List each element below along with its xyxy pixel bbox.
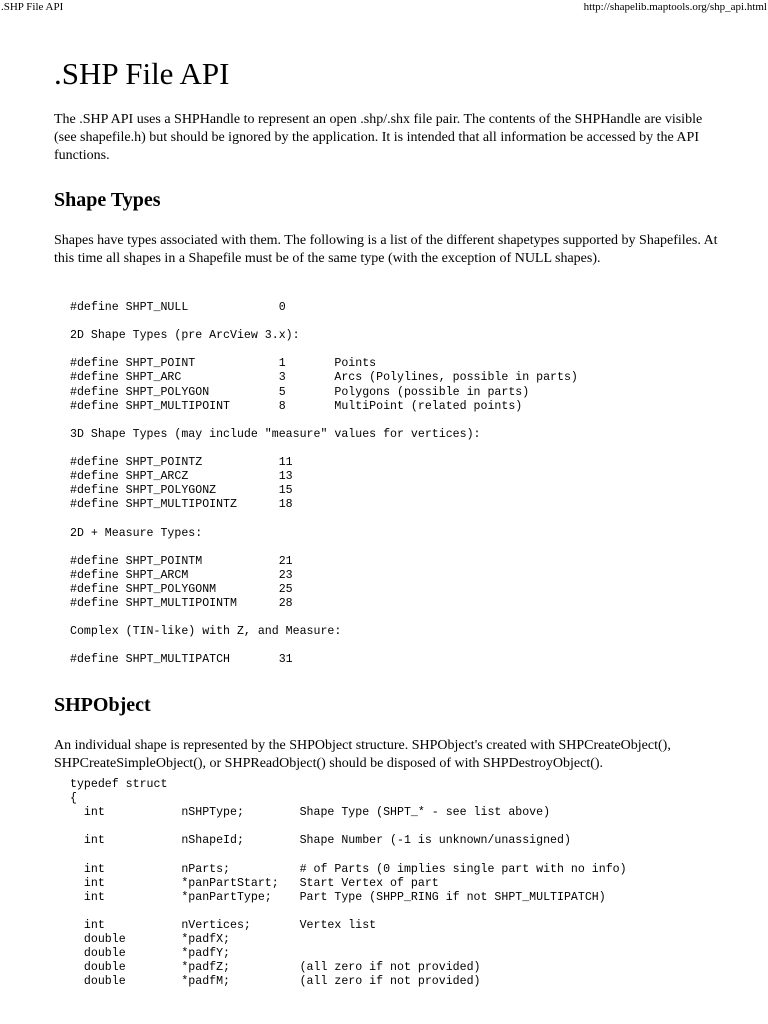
print-header-title: .SHP File API: [1, 1, 64, 13]
shape-types-code-block: #define SHPT_NULL 0 2D Shape Types (pre ArcView 3.x): #define SHPT_POINT 1 Points #define SHPT_ARC 3 Arcs (Polylines, possible in parts) #define SHPT_POLYGON 5 Polygons (possible in parts) #define SHPT_MULTIPOINT 8 MultiPoint (related points) 3D Shape Types (may include "measure" values for vertices): #define SHPT_POINTZ 11 #define SHPT_ARCZ 13 #define SHPT_POLYGONZ 15 #define SHPT_MULTIPOINTZ 18 2D + Measure Types: #define SHPT_POINTM 21 #define SHPT_ARCM 23 #define SHPT_POLYGONM 25 #define SHPT_MULTIPOINTM 28 Complex (TIN-like) with Z, and Measure: #define SHPT_MULTIPATCH 31: [70, 301, 578, 667]
page-title: .SHP File API: [54, 56, 230, 91]
shpobject-heading: SHPObject: [54, 694, 151, 716]
print-header: [0, 0, 768, 16]
shpobject-paragraph: An individual shape is represented by the SHPObject structure. SHPObject's created with SHPCreateObject(), SHPCreateSimpleObject(), or SHPReadObject() should be disposed of with SHPDestroyObject().: [54, 738, 671, 771]
shpobject-code-block: typedef struct { int nSHPType; Shape Type (SHPT_* - see list above) int nShapeId; Shape Number (-1 is unknown/unassigned) int nParts; # of Parts (0 implies single part with no info) int *panPartStart; Start Vertex of part int *panPartType; Part Type (SHPP_RING if not SHPT_MULTIPATCH) int nVertices; Vertex list double *padfX; double *padfY; double *padfZ; (all zero if not provided) double *padfM; (all zero if not provided): [70, 778, 627, 989]
print-header-url[interactable]: http://shapelib.maptools.org/shp_api.html: [583, 1, 767, 13]
shape-types-heading: Shape Types: [54, 189, 161, 211]
intro-paragraph: The .SHP API uses a SHPHandle to represent an open .shp/.shx file pair. The contents of the SHPHandle are visible (see shapefile.h) but should be ignored by the application. It is intended that all information be accessed by the API functions.: [54, 112, 703, 163]
shape-types-paragraph: Shapes have types associated with them. The following is a list of the different shapetypes supported by Shapefiles. At this time all shapes in a Shapefile must be of the same type (with the exception of NULL shapes).: [54, 233, 718, 266]
